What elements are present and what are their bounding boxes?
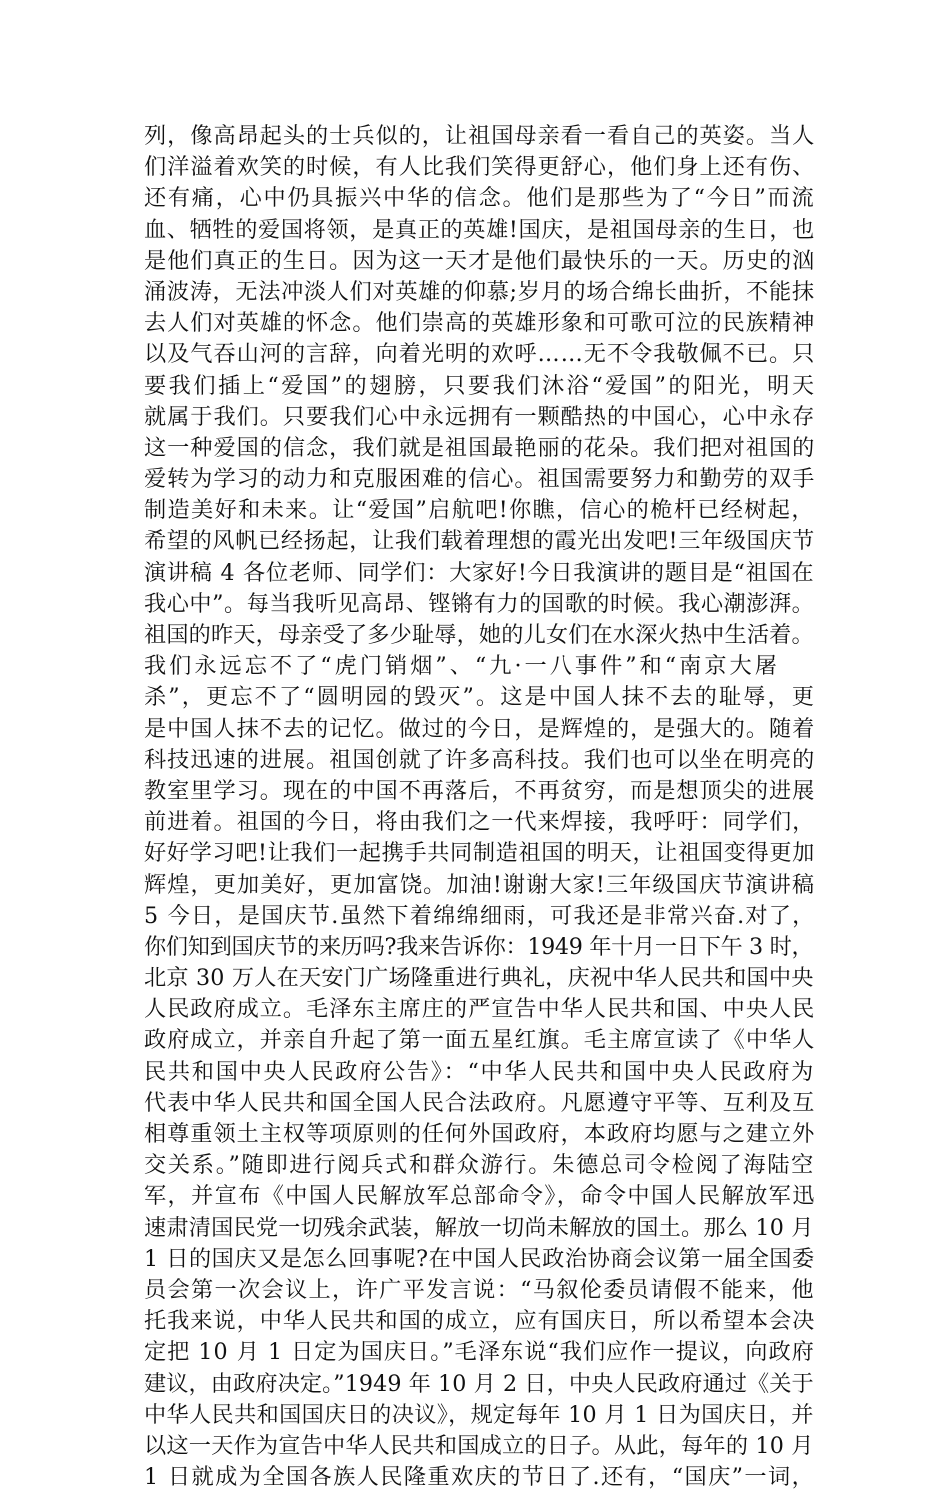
- text-line: 1 日就成为全国各族人民隆重欢庆的节日了.还有，“国庆”一词，: [144, 1464, 816, 1491]
- text-line: 5 今日，是国庆节.虽然下着绵绵细雨，可我还是非常兴奋.对了，: [144, 902, 816, 929]
- text-line: 辉煌，更加美好，更加富饶。加油!谢谢大家!三年级国庆节演讲稿: [144, 871, 816, 898]
- text-line: 建议，由政府决定。”1949 年 10 月 2 日，中央人民政府通过《关于: [144, 1370, 814, 1397]
- text-line: 以这一天作为宣告中华人民共和国成立的日子。从此，每年的 10 月: [144, 1432, 814, 1459]
- text-line: 北京 30 万人在天安门广场隆重进行典礼，庆祝中华人民共和国中央: [144, 965, 814, 992]
- text-line: 交关系。”随即进行阅兵式和群众游行。朱德总司令检阅了海陆空: [144, 1152, 816, 1179]
- text-line: 科技迅速的进展。祖国创就了许多高科技。我们也可以坐在明亮的: [144, 746, 816, 773]
- text-line: 中华人民共和国国庆日的决议》，规定每年 10 月 1 日为国庆日，并: [144, 1401, 814, 1428]
- text-line: 教室里学习。现在的中国不再落后，不再贫穷，而是想顶尖的进展: [144, 777, 816, 804]
- text-line: 是中国人抹不去的记忆。做过的今日，是辉煌的，是强大的。随着: [144, 715, 816, 742]
- text-line: 你们知到国庆节的来历吗?我来告诉你：1949 年十月一日下午 3 时，: [144, 933, 814, 960]
- text-line: 列，像高昂起头的士兵似的，让祖国母亲看一看自己的英姿。当人: [144, 123, 816, 149]
- text-line: 去人们对英雄的怀念。他们崇高的英雄形象和可歌可泣的民族精神: [144, 310, 816, 337]
- text-line: 血、牺牲的爱国将领，是真正的英雄!国庆，是祖国母亲的生日，也: [144, 216, 815, 243]
- text-line: 好好学习吧!让我们一起携手共同制造祖国的明天，让祖国变得更加: [144, 840, 815, 867]
- text-line: 演讲稿 4 各位老师、同学们：大家好!今日我演讲的题目是“祖国在: [144, 559, 815, 586]
- text-line: 涌波涛，无法冲淡人们对英雄的仰慕;岁月的场合绵长曲折，不能抹: [144, 278, 815, 305]
- text-line: 速肃清国民党一切残余武装，解放一切尚未解放的国土。那么 10 月: [144, 1214, 814, 1241]
- text-line: 们洋溢着欢笑的时候，有人比我们笑得更舒心，他们身上还有伤、: [144, 154, 816, 181]
- text-line: 代表中华人民共和国全国人民合法政府。凡愿遵守平等、互利及互: [144, 1089, 816, 1116]
- text-line: 军，并宣布《中国人民解放军总部命令》，命令中国人民解放军迅: [144, 1183, 816, 1210]
- text-line: 要我们插上“爱国”的翅膀，只要我们沐浴“爱国”的阳光，明天: [144, 372, 817, 399]
- text-line: 爱转为学习的动力和克服困难的信心。祖国需要努力和勤劳的双手: [144, 466, 816, 493]
- text-line: 希望的风帆已经扬起，让我们载着理想的霞光出发吧!三年级国庆节: [144, 528, 815, 555]
- text-line: 我心中”。每当我听见高昂、铿锵有力的国歌的时候。我心潮澎湃。: [144, 590, 815, 617]
- text-line: 制造美好和未来。让“爱国”启航吧!你瞧，信心的桅杆已经树起，: [144, 497, 815, 524]
- text-line: 前进着。祖国的今日，将由我们之一代来焊接，我呼吁：同学们，: [144, 809, 816, 836]
- text-line: 祖国的昨天，母亲受了多少耻辱，她的儿女们在水深火热中生活着。: [144, 622, 814, 648]
- text-line: 定把 10 月 1 日定为国庆日。”毛泽东说“我们应作一提议，向政府: [144, 1339, 815, 1366]
- text-line: 政府成立，并亲自升起了第一面五星红旗。毛主席宣读了《中华人: [144, 1027, 816, 1054]
- text-line: 这一种爱国的信念，我们就是祖国最艳丽的花朵。我们把对祖国的: [144, 434, 816, 461]
- text-line: 杀”，更忘不了“圆明园的毁灭”。这是中国人抹不去的耻辱，更: [144, 684, 817, 711]
- text-line: 托我来说，中华人民共和国的成立，应有国庆日，所以希望本会决: [144, 1308, 816, 1335]
- text-line: 还有痛，心中仍具振兴中华的信念。他们是那些为了“今日”而流: [144, 185, 816, 212]
- text-line: 相尊重领土主权等项原则的任何外国政府，本政府均愿与之建立外: [144, 1121, 816, 1147]
- text-line: 民共和国中央人民政府公告》：“中华人民共和国中央人民政府为: [144, 1058, 816, 1085]
- text-line: 以及气吞山河的言辞，向着光明的欢呼……无不令我敬佩不已。只: [144, 341, 816, 368]
- text-line: 就属于我们。只要我们心中永远拥有一颗酷热的中国心，心中永存: [144, 403, 816, 430]
- text-line: 1 日的国庆又是怎么回事呢?在中国人民政治协商会议第一届全国委: [144, 1245, 815, 1272]
- text-line: 是他们真正的生日。因为这一天才是他们最快乐的一天。历史的汹: [144, 247, 816, 274]
- text-line: 员会第一次会议上，许广平发言说：“马叙伦委员请假不能来，他: [144, 1276, 815, 1303]
- body-text: [144, 121, 817, 1493]
- text-line: 人民政府成立。毛泽东主席庄的严宣告中华人民共和国、中央人民: [144, 996, 816, 1023]
- text-line: 我们永远忘不了“虎门销烟”、“九·一八事件”和“南京大屠: [144, 653, 780, 680]
